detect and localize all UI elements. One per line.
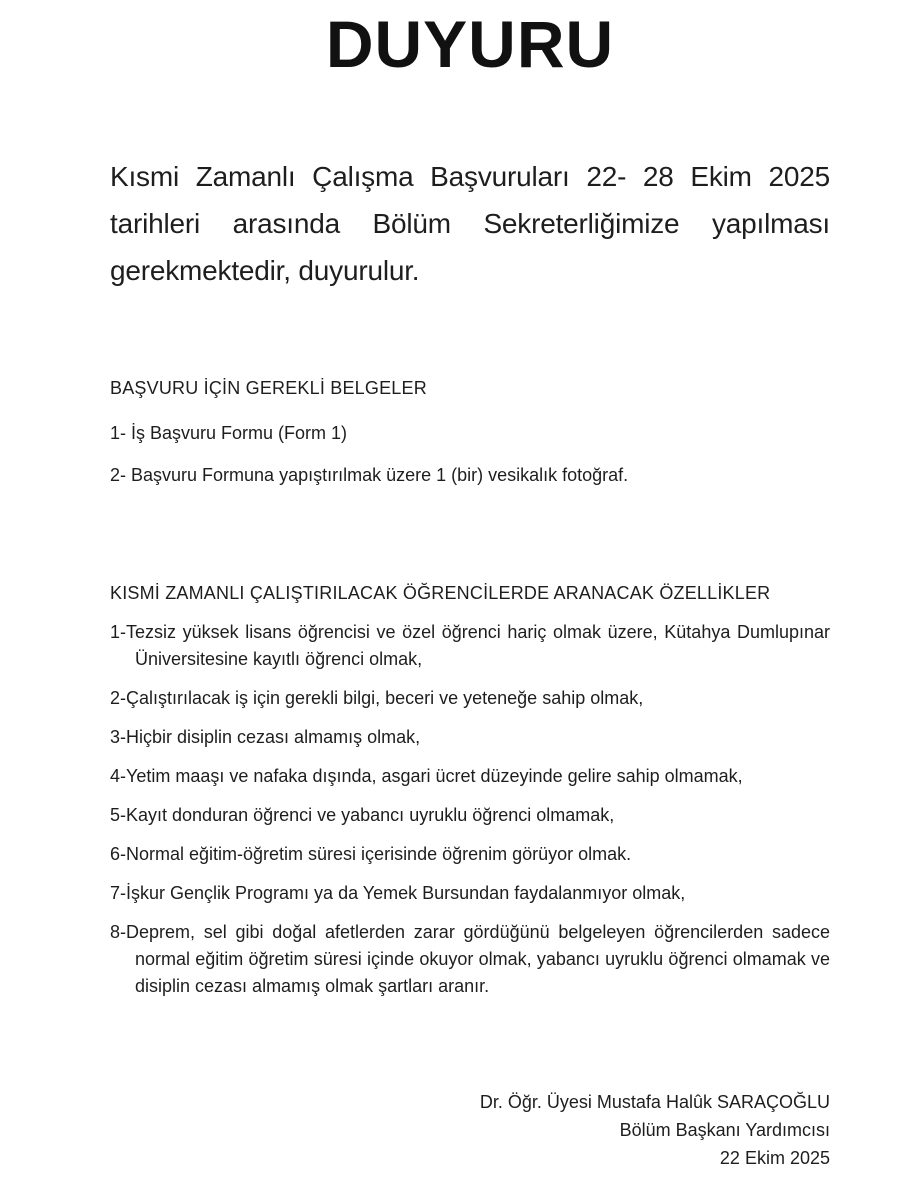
signature-block — [480, 1088, 830, 1172]
student-requirements-list — [110, 619, 830, 1000]
signatory-role: Bölüm Başkanı Yardımcısı — [619, 1120, 830, 1140]
requirement-item: 2-Çalıştırılacak iş için gerekli bilgi, beceri ve yeteneğe sahip olmak, — [110, 687, 644, 708]
student-requirements-section — [110, 583, 830, 1000]
required-documents-list — [110, 421, 830, 487]
intro-paragraph: Kısmi Zamanlı Çalışma Başvuruları 22- 28 Ekim 2025 tarihleri arasında Bölüm Sekreterliğimize yapılması gerekmektedir, duyurulur. — [110, 160, 830, 286]
signatory-name: Dr. Öğr. Üyesi Mustafa Halûk SARAÇOĞLU — [479, 1092, 830, 1112]
signature-date: 22 Ekim 2025 — [719, 1148, 830, 1168]
requirement-item: 7-İşkur Gençlik Programı ya da Yemek Bursundan faydalanmıyor olmak, — [110, 882, 686, 903]
required-document-item: 1- İş Başvuru Formu (Form 1) — [110, 422, 348, 443]
requirement-item: 6-Normal eğitim-öğretim süresi içerisinde öğrenim görüyor olmak. — [110, 843, 632, 864]
student-requirements-heading: KISMİ ZAMANLI ÇALIŞTIRILACAK ÖĞRENCİLERDE ARANACAK ÖZELLİKLER — [110, 582, 771, 603]
requirement-item: 8-Deprem, sel gibi doğal afetlerden zarar gördüğünü belgeleyen öğrencilerden sadece normal eğitim öğretim süresi içinde okuyor olmak, yabancı uyruklu öğrenci olmamak ve disiplin cezası almamış olmak şartları aranır. — [110, 921, 830, 996]
requirement-item: 3-Hiçbir disiplin cezası almamış olmak, — [110, 726, 421, 747]
required-document-item: 2- Başvuru Formuna yapıştırılmak üzere 1 (bir) vesikalık fotoğraf. — [110, 464, 629, 485]
requirement-item: 4-Yetim maaşı ve nafaka dışında, asgari ücret düzeyinde gelire sahip olmamak, — [110, 765, 743, 786]
required-documents-section — [110, 378, 830, 487]
requirement-item: 5-Kayıt donduran öğrenci ve yabancı uyruklu öğrenci olmamak, — [110, 804, 615, 825]
requirement-item: 1-Tezsiz yüksek lisans öğrencisi ve özel öğrenci hariç olmak üzere, Kütahya Dumlupınar Üniversitesine kayıtlı öğrenci olmak, — [110, 621, 830, 669]
required-documents-heading: BAŞVURU İÇİN GEREKLİ BELGELER — [110, 377, 427, 398]
document-title: DUYURU — [325, 7, 615, 81]
